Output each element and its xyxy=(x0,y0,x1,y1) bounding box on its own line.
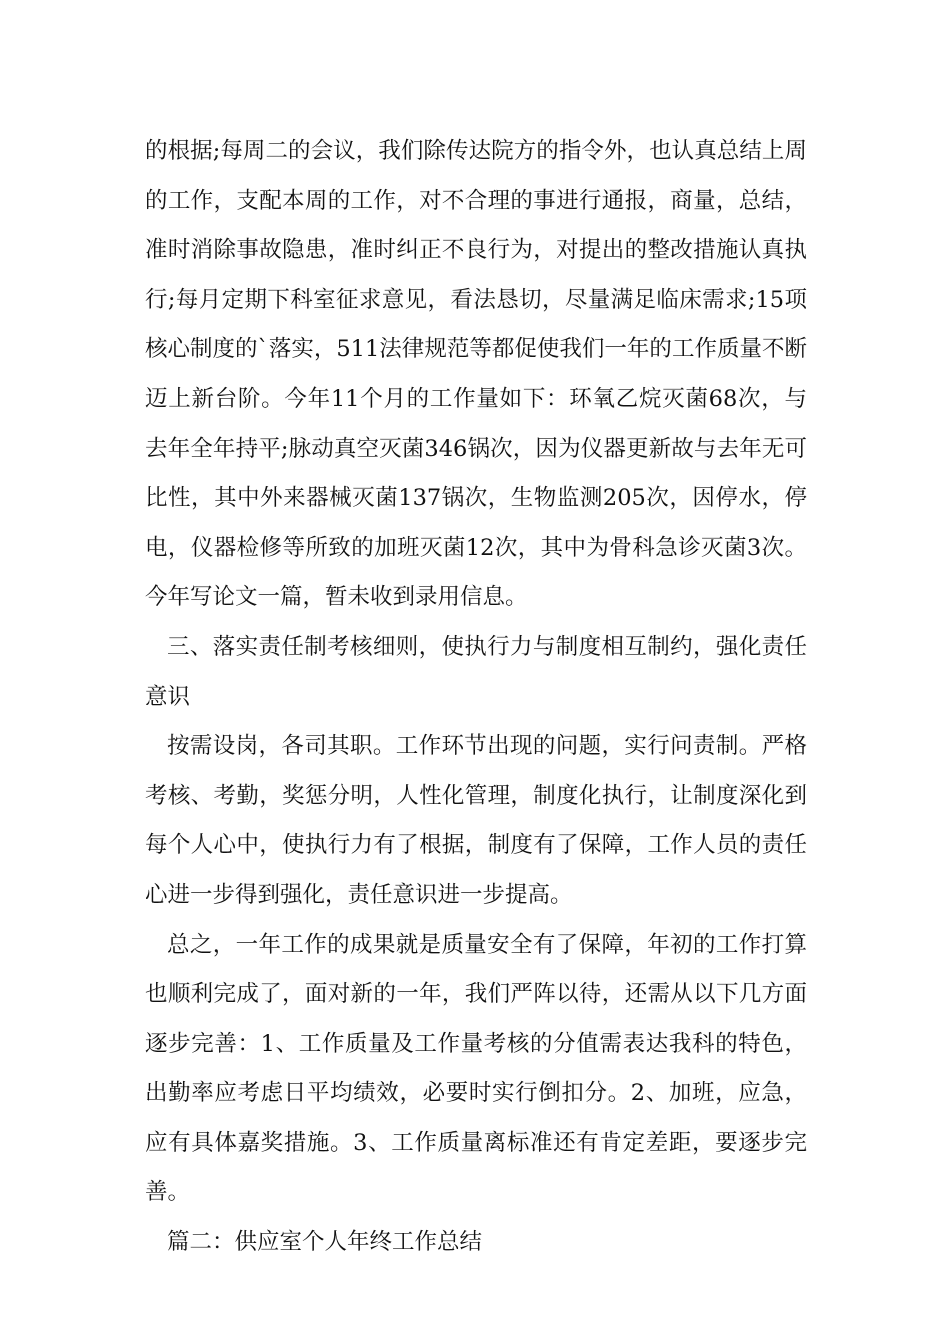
paragraph-continuation: 的根据;每周二的会议，我们除传达院方的指令外，也认真总结上周的工作，支配本周的工作，对不合理的事进行通报，商量，总结，准时消除事故隐患，准时纠正不良行为，对提出的整改措施认真执行;每月定期下科室征求意见，看法恳切，尽量满足临床需求;15项核心制度的`落实，511法律规范等都促使我们一年的工作质量不断迈上新台阶。今年11个月的工作量如下：环氧乙烷灭菌68次，与去年全年持平;脉动真空灭菌346锅次，因为仪器更新故与去年无可比性，其中外来器械灭菌137锅次，生物监测205次，因停水，停电，仪器检修等所致的加班灭菌12次，其中为骨科急诊灭菌3次。今年写论文一篇，暂未收到录用信息。 xyxy=(145,138,807,611)
paragraph-summary: 总之，一年工作的成果就是质量安全有了保障，年初的工作打算也顺利完成了，面对新的一年，我们严阵以待，还需从以下几方面逐步完善：1、工作质量及工作量考核的分值需表达我科的特色，出勤率应考虑日平均绩效，必要时实行倒扣分。2、加班，应急，应有具体嘉奖措施。3、工作质量离标准还有肯定差距，要逐步完善。 xyxy=(145,931,807,1206)
paragraph-responsibility: 按需设岗，各司其职。工作环节出现的问题，实行问责制。严格考核、考勤，奖惩分明，人性化管理，制度化执行，让制度深化到每个人心中，使执行力有了根据，制度有了保障，工作人员的责任心进一步得到强化，责任意识进一步提高。 xyxy=(145,733,807,908)
document-body xyxy=(145,127,807,1268)
article-two-title: 篇二：供应室个人年终工作总结 xyxy=(167,1229,483,1256)
section-heading-three: 三、落实责任制考核细则，使执行力与制度相互制约，强化责任意识 xyxy=(145,633,807,710)
